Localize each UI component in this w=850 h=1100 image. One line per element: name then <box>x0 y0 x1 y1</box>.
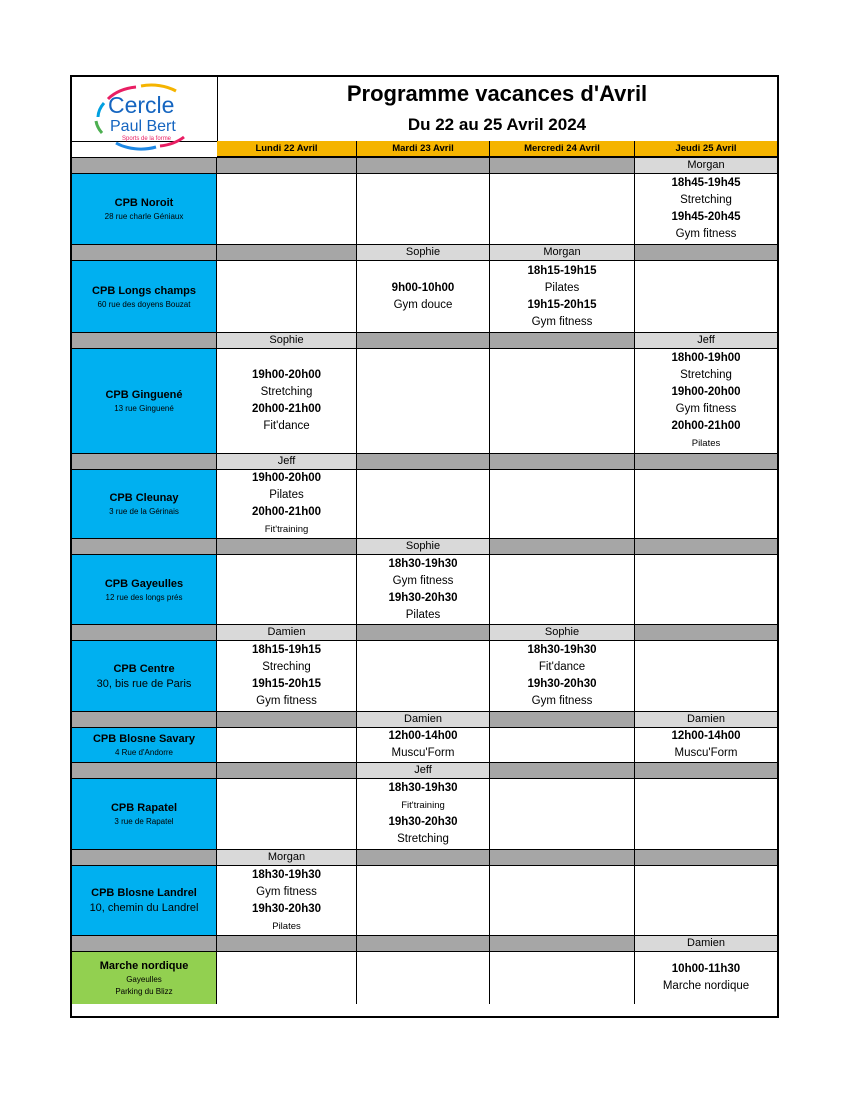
coach-name <box>490 539 635 554</box>
session-cell <box>490 866 635 935</box>
location-name: CPB Gayeulles <box>104 577 184 590</box>
session-cell <box>490 779 635 849</box>
session-activity: Gym fitness <box>531 315 593 328</box>
session-time: 19h00-20h00 <box>671 386 741 398</box>
session-cell <box>357 641 490 711</box>
session-cell <box>635 470 777 538</box>
session-activity: Pilates <box>405 608 441 621</box>
coach-name <box>490 712 635 727</box>
coach-name <box>217 158 357 173</box>
location-name: CPB Ginguené <box>105 389 183 401</box>
location-cell <box>72 866 217 935</box>
coach-name <box>357 333 490 348</box>
band-spacer <box>72 936 217 951</box>
svg-text:Cercle: Cercle <box>108 92 175 118</box>
session-cell <box>490 728 635 762</box>
session-cell <box>357 779 490 849</box>
location-row <box>72 866 777 935</box>
location-name: CPB Blosne Savary <box>92 733 196 745</box>
session-cell <box>635 174 777 244</box>
session-time: 18h45-19h45 <box>671 177 741 189</box>
session-cell <box>217 349 357 453</box>
session-activity: Pilates <box>691 438 721 449</box>
location-cell <box>72 349 217 453</box>
logo-cell <box>72 77 218 159</box>
day-header-2: Mardi 23 Avril <box>357 141 490 157</box>
coach-name: Jeff <box>635 333 777 348</box>
session-cell <box>357 174 490 244</box>
coach-name <box>635 539 777 554</box>
session-cell <box>357 470 490 538</box>
coach-name: Sophie <box>357 245 490 260</box>
coach-band <box>72 538 777 555</box>
coach-name <box>357 158 490 173</box>
coach-band <box>72 849 777 866</box>
location-name: CPB Cleunay <box>109 492 179 504</box>
coach-name: Damien <box>217 625 357 640</box>
session-time: 9h00-10h00 <box>391 281 455 294</box>
session-activity: Gym fitness <box>392 574 454 587</box>
coach-band <box>72 332 777 349</box>
coach-name: Morgan <box>217 850 357 865</box>
band-spacer <box>72 245 217 260</box>
location-address: 3 rue de Rapatel <box>114 817 174 826</box>
session-time: 20h00-21h00 <box>251 403 322 415</box>
location-row <box>72 641 777 711</box>
coach-name <box>635 625 777 640</box>
session-cell <box>357 349 490 453</box>
session-cell <box>357 261 490 332</box>
coach-band <box>72 244 777 261</box>
coach-name <box>357 454 490 469</box>
session-time: 19h15-20h15 <box>251 678 322 690</box>
location-cell <box>72 728 217 762</box>
session-cell <box>490 349 635 453</box>
schedule-grid <box>72 157 777 1004</box>
session-cell <box>217 641 357 711</box>
coach-name <box>490 936 635 951</box>
band-spacer <box>72 625 217 640</box>
session-time: 20h00-21h00 <box>671 420 741 432</box>
session-time: 18h30-19h30 <box>388 782 458 794</box>
session-time: 12h00-14h00 <box>388 730 458 742</box>
location-cell <box>72 174 217 244</box>
location-cell <box>72 261 217 332</box>
session-time: 18h30-19h30 <box>388 557 458 570</box>
location-cell <box>72 952 217 1004</box>
session-cell <box>490 261 635 332</box>
coach-name <box>635 245 777 260</box>
session-cell <box>357 555 490 624</box>
session-activity: Gym fitness <box>675 403 737 415</box>
location-address: 3 rue de la Gérinais <box>109 507 179 516</box>
location-address: 30, bis rue de Paris <box>96 677 192 690</box>
location-name: CPB Blosne Landrel <box>91 887 197 899</box>
session-cell <box>635 866 777 935</box>
session-time: 19h30-20h30 <box>251 902 322 915</box>
coach-name: Damien <box>635 712 777 727</box>
location-row <box>72 779 777 849</box>
location-row <box>72 728 777 762</box>
session-activity: Gym fitness <box>531 695 593 707</box>
session-activity: Pilates <box>272 920 301 932</box>
location-name: CPB Longs champs <box>92 284 196 297</box>
session-activity: Stretching <box>680 369 732 381</box>
location-cell <box>72 555 217 624</box>
session-time: 19h30-20h30 <box>388 591 458 604</box>
location-address: 12 rue des longs prés <box>105 592 183 602</box>
location-row <box>72 349 777 453</box>
session-time: 19h45-20h45 <box>671 211 741 223</box>
session-cell <box>490 952 635 1004</box>
session-activity: Stretching <box>680 194 732 206</box>
coach-band <box>72 711 777 728</box>
location-name: CPB Noroit <box>114 197 174 209</box>
coach-band <box>72 157 777 174</box>
session-cell <box>635 952 777 1004</box>
session-time: 18h00-19h00 <box>671 352 741 364</box>
session-cell <box>217 261 357 332</box>
coach-band <box>72 453 777 470</box>
location-name: CPB Centre <box>113 662 175 675</box>
session-time: 19h00-20h00 <box>251 472 322 484</box>
session-activity: Pilates <box>544 281 580 294</box>
session-cell <box>635 555 777 624</box>
location-cell <box>72 779 217 849</box>
coach-name <box>490 454 635 469</box>
session-cell <box>217 555 357 624</box>
location-cell <box>72 641 217 711</box>
session-activity: Fit'training <box>401 800 445 811</box>
session-cell <box>490 174 635 244</box>
location-address-2: Parking du Blizz <box>115 987 173 996</box>
session-cell <box>217 866 357 935</box>
session-activity: Fit'dance <box>538 661 586 673</box>
session-cell <box>635 641 777 711</box>
session-cell <box>217 728 357 762</box>
header <box>72 77 777 142</box>
day-header-1: Lundi 22 Avril <box>217 141 357 157</box>
coach-name: Damien <box>635 936 777 951</box>
session-cell <box>635 779 777 849</box>
session-cell <box>490 470 635 538</box>
band-spacer <box>72 539 217 554</box>
session-activity: Gym fitness <box>675 228 737 240</box>
session-activity: Stretching <box>397 833 449 845</box>
session-activity: Pilates <box>269 489 304 501</box>
svg-text:Sports de la forme: Sports de la forme <box>122 136 172 142</box>
coach-name: Jeff <box>357 763 490 778</box>
day-header-3: Mercredi 24 Avril <box>490 141 635 157</box>
title-cell <box>217 77 777 141</box>
band-spacer <box>72 850 217 865</box>
coach-name <box>490 333 635 348</box>
band-spacer <box>72 454 217 469</box>
coach-name <box>357 625 490 640</box>
session-activity: Gym fitness <box>256 695 317 707</box>
coach-name: Sophie <box>490 625 635 640</box>
session-cell <box>217 952 357 1004</box>
session-time: 18h15-19h15 <box>527 264 597 277</box>
session-activity: Fit'dance <box>263 420 310 432</box>
session-activity: Gym douce <box>393 298 453 311</box>
session-time: 10h00-11h30 <box>671 963 741 975</box>
session-time: 18h30-19h30 <box>251 868 322 881</box>
session-time: 19h30-20h30 <box>527 678 597 690</box>
coach-band <box>72 624 777 641</box>
coach-name <box>217 539 357 554</box>
band-spacer <box>72 712 217 727</box>
band-spacer <box>72 333 217 348</box>
band-spacer <box>72 763 217 778</box>
coach-band <box>72 762 777 779</box>
session-activity: Fit'training <box>264 524 309 535</box>
location-address: Gayeulles <box>126 975 162 984</box>
session-activity: Streching <box>262 661 311 673</box>
page-subtitle: Du 22 au 25 Avril 2024 <box>407 115 587 134</box>
coach-name: Morgan <box>490 245 635 260</box>
schedule-sheet <box>70 75 779 1018</box>
session-time: 12h00-14h00 <box>671 730 741 742</box>
session-cell <box>635 728 777 762</box>
session-activity: Muscu'Form <box>674 747 738 759</box>
session-activity: Gym fitness <box>256 885 317 898</box>
location-row <box>72 174 777 244</box>
location-name: Marche nordique <box>99 960 189 972</box>
location-row <box>72 470 777 538</box>
session-cell <box>357 728 490 762</box>
location-row <box>72 261 777 332</box>
location-address: 60 rue des doyens Bouzat <box>97 299 191 309</box>
coach-name <box>357 936 490 951</box>
session-activity: Stretching <box>260 386 313 398</box>
session-cell <box>490 641 635 711</box>
session-time: 20h00-21h00 <box>251 506 322 518</box>
coach-name <box>217 712 357 727</box>
location-row <box>72 555 777 624</box>
location-name: CPB Rapatel <box>110 802 178 814</box>
coach-name <box>357 850 490 865</box>
location-row <box>72 952 777 1004</box>
session-time: 18h30-19h30 <box>527 644 597 656</box>
coach-name: Jeff <box>217 454 357 469</box>
coach-name: Morgan <box>635 158 777 173</box>
coach-band <box>72 935 777 952</box>
location-cell <box>72 470 217 538</box>
coach-name <box>490 850 635 865</box>
session-cell <box>357 952 490 1004</box>
session-cell <box>635 261 777 332</box>
session-time: 19h15-20h15 <box>527 298 597 311</box>
session-cell <box>635 349 777 453</box>
session-cell <box>217 470 357 538</box>
session-cell <box>357 866 490 935</box>
session-time: 19h00-20h00 <box>251 369 322 381</box>
location-address: 28 rue charle Géniaux <box>104 212 184 221</box>
session-time: 18h15-19h15 <box>251 644 322 656</box>
session-activity: Muscu'Form <box>391 747 455 759</box>
coach-name: Sophie <box>217 333 357 348</box>
coach-name: Damien <box>357 712 490 727</box>
coach-name <box>490 763 635 778</box>
page-title: Programme vacances d'Avril <box>346 81 648 106</box>
svg-text:Paul Bert: Paul Bert <box>110 118 176 135</box>
location-address: 13 rue Ginguené <box>114 404 174 413</box>
band-spacer <box>72 158 217 173</box>
session-activity: Marche nordique <box>662 980 750 992</box>
session-time: 19h30-20h30 <box>388 816 458 828</box>
coach-name <box>490 158 635 173</box>
coach-name <box>635 763 777 778</box>
coach-name <box>635 454 777 469</box>
session-cell <box>217 174 357 244</box>
coach-name <box>635 850 777 865</box>
location-address: 4 Rue d'Andorre <box>114 748 173 757</box>
coach-name <box>217 763 357 778</box>
day-header-4: Jeudi 25 Avril <box>635 141 777 157</box>
session-cell <box>217 779 357 849</box>
session-cell <box>490 555 635 624</box>
coach-name <box>217 245 357 260</box>
coach-name: Sophie <box>357 539 490 554</box>
location-address: 10, chemin du Landrel <box>89 902 199 914</box>
coach-name <box>217 936 357 951</box>
